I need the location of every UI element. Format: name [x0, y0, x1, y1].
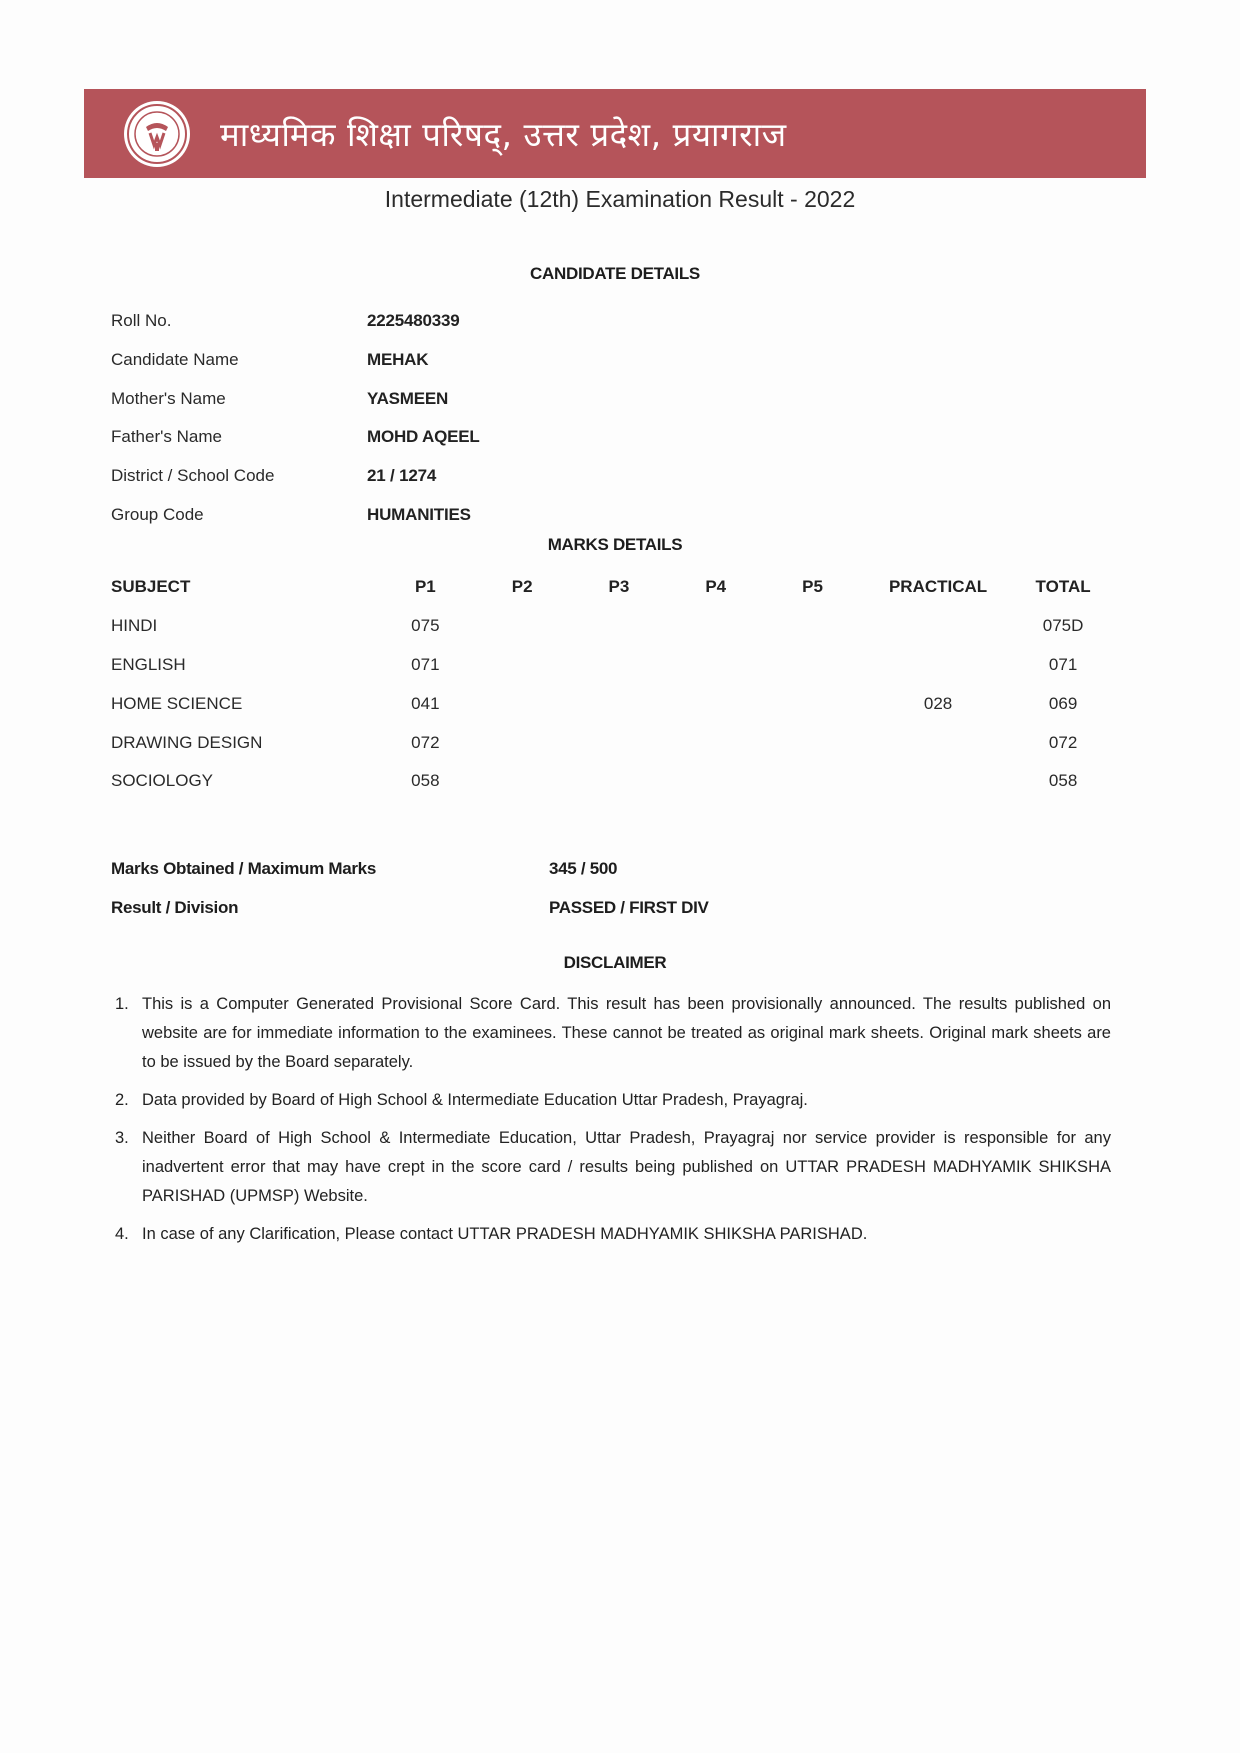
disclaimer-item	[115, 1220, 1111, 1249]
p4-cell	[667, 762, 764, 801]
detail-label: Roll No.	[111, 311, 172, 331]
marks-header-row	[111, 568, 1111, 607]
subject-cell: ENGLISH	[111, 654, 186, 674]
board-title: माध्यमिक शिक्षा परिषद्, उत्तर प्रदेश, प्रयागराज	[220, 115, 787, 154]
p2-cell	[474, 762, 571, 801]
p4-cell	[667, 684, 764, 723]
p4-cell	[667, 723, 764, 762]
practical-cell	[861, 646, 1015, 685]
table-row	[111, 607, 1111, 646]
candidate-details	[111, 302, 480, 534]
p3-cell	[571, 723, 668, 762]
practical-cell	[861, 762, 1015, 801]
marks-obtained-value: 345 / 500	[549, 859, 618, 879]
p5-cell	[764, 762, 861, 801]
disclaimer-text: This is a Computer Generated Provisional Score Card. This result has been provisionally announced. The results published on website are for immediate information to the examinees. These cannot be treated as original mark sheets. Original mark sheets are to be issued by the Board separately.	[142, 995, 1111, 1071]
disclaimer-number: 1.	[115, 995, 129, 1013]
table-row	[111, 646, 1111, 685]
total-cell: 071	[1048, 654, 1078, 674]
subject-cell: HINDI	[111, 616, 158, 636]
detail-label: District / School Code	[111, 466, 275, 486]
detail-label: Candidate Name	[111, 350, 239, 370]
column-header-p4: P4	[705, 577, 727, 597]
marks-obtained-row	[111, 850, 709, 889]
column-header-p3: P3	[608, 577, 630, 597]
p3-cell	[571, 762, 668, 801]
father-name-value: MOHD AQEEL	[367, 427, 480, 447]
total-cell: 075D	[1042, 616, 1084, 636]
result-summary	[111, 850, 709, 927]
subject-cell: DRAWING DESIGN	[111, 732, 263, 752]
p5-cell	[764, 684, 861, 723]
p1-cell: 041	[411, 693, 440, 713]
column-header-practical: PRACTICAL	[888, 577, 988, 597]
total-cell: 069	[1048, 693, 1078, 713]
table-row	[111, 723, 1111, 762]
detail-label: Mother's Name	[111, 388, 226, 408]
candidate-name-value: MEHAK	[367, 350, 429, 370]
subject-cell: SOCIOLOGY	[111, 771, 214, 791]
result-division-label: Result / Division	[111, 897, 239, 917]
roll-number-value: 2225480339	[367, 311, 460, 331]
p1-cell: 075	[411, 616, 440, 636]
p5-cell	[764, 646, 861, 685]
result-division-row	[111, 889, 709, 928]
result-division-value: PASSED / FIRST DIV	[549, 897, 709, 917]
p4-cell	[667, 607, 764, 646]
total-cell: 058	[1048, 771, 1078, 791]
disclaimer-item	[115, 990, 1111, 1077]
column-header-p1: P1	[414, 577, 436, 597]
detail-row-school-code	[111, 457, 480, 496]
p2-cell	[474, 723, 571, 762]
mother-name-value: YASMEEN	[367, 388, 449, 408]
p5-cell	[764, 607, 861, 646]
detail-label: Father's Name	[111, 427, 222, 447]
p2-cell	[474, 684, 571, 723]
group-code-value: HUMANITIES	[367, 504, 471, 524]
column-header-subject: SUBJECT	[111, 577, 191, 597]
column-header-total: TOTAL	[1035, 577, 1091, 597]
practical-cell: 028	[923, 693, 953, 713]
disclaimer-item	[115, 1086, 1111, 1115]
disclaimer-number: 4.	[115, 1225, 129, 1243]
total-cell: 072	[1048, 732, 1078, 752]
table-row	[111, 684, 1111, 723]
p5-cell	[764, 723, 861, 762]
candidate-details-heading: CANDIDATE DETAILS	[530, 264, 700, 283]
header-band	[84, 89, 1146, 178]
p2-cell	[474, 607, 571, 646]
exam-title: Intermediate (12th) Examination Result - 2022	[384, 186, 856, 212]
p1-cell: 071	[411, 654, 440, 674]
table-row	[111, 762, 1111, 801]
detail-row-mother-name	[111, 379, 480, 418]
upmsp-emblem-icon	[124, 101, 190, 167]
p3-cell	[571, 607, 668, 646]
detail-row-roll-no	[111, 302, 480, 341]
disclaimer-text: In case of any Clarification, Please contact UTTAR PRADESH MADHYAMIK SHIKSHA PARISHAD.	[142, 1225, 868, 1243]
subject-cell: HOME SCIENCE	[111, 693, 243, 713]
disclaimer-number: 3.	[115, 1129, 129, 1147]
marks-table	[111, 568, 1111, 801]
detail-row-father-name	[111, 418, 480, 457]
disclaimer-text: Neither Board of High School & Intermediate Education, Uttar Pradesh, Prayagraj nor service provider is responsible for any inadvertent error that may have crept in the score card / results being published on UTTAR PRADESH MADHYAMIK SHIKSHA PARISHAD (UPMSP) Website.	[142, 1129, 1111, 1205]
disclaimer-number: 2.	[115, 1091, 129, 1109]
disclaimer-list	[115, 990, 1111, 1258]
disclaimer-text: Data provided by Board of High School & Intermediate Education Uttar Pradesh, Prayagraj.	[142, 1091, 808, 1109]
p1-cell: 072	[411, 732, 440, 752]
detail-row-candidate-name	[111, 341, 480, 380]
practical-cell	[861, 723, 1015, 762]
column-header-p5: P5	[802, 577, 823, 597]
practical-cell	[861, 607, 1015, 646]
p3-cell	[571, 646, 668, 685]
marks-details-heading: MARKS DETAILS	[547, 535, 683, 554]
p4-cell	[667, 646, 764, 685]
column-header-p2: P2	[511, 577, 533, 597]
detail-label: Group Code	[111, 504, 204, 524]
p2-cell	[474, 646, 571, 685]
disclaimer-heading: DISCLAIMER	[563, 953, 667, 972]
marks-obtained-label: Marks Obtained / Maximum Marks	[111, 859, 376, 879]
p3-cell	[571, 684, 668, 723]
detail-row-group-code	[111, 495, 480, 534]
disclaimer-item	[115, 1124, 1111, 1211]
school-code-value: 21 / 1274	[367, 466, 437, 486]
p1-cell: 058	[411, 771, 440, 791]
